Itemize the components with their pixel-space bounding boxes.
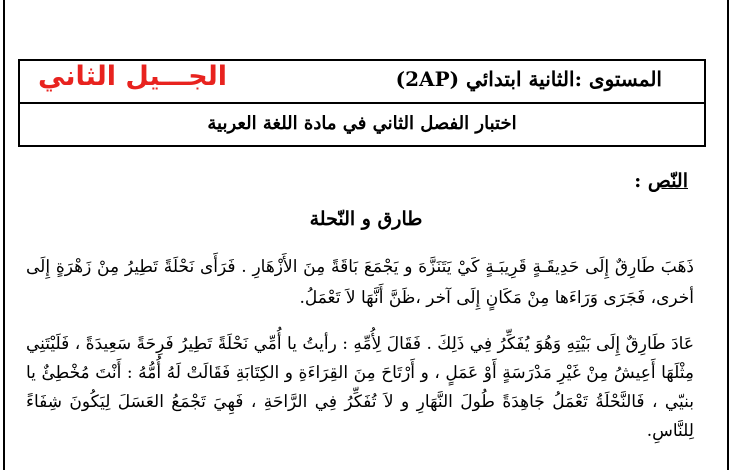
story-paragraph-2: عَادَ طَارِقٌ إِلَى بَيْتِهِ وَهُوَ يُفَكِّرُ فِي ذَلِكَ . فَقَالَ لِأُمِّهِ : رأيتُ يا أُمِّي نَحْلَةً تَطِيرُ فَرِحَةً سَعِيدَةً ، فَلَيْتَنِي مِثْلَهَا أَعِيشُ مِنْ غَيْرِ مَدْرَسَةٍ أَوْ عَمَلٍ ، و أَرْتَاحَ مِنَ القِرَاءَةِ و الكِتَابَةِ فَقَالَتْ لَهُ أُمُّهُ : أَنْتَ مُخْطِئٌ يا بنيّي ، فَالنَّحْلَةُ تَعْمَلُ جَاهِدَةً طُولَ النَّهَارِ و لاَ تُفَكِّرُ فِي الرَّاحَةِ ، فَهِيَ تَجْمَعُ العَسَلَ لِيَكُونَ شِفَاءً لِلنَّاسِ. — [26, 334, 694, 441]
brand-logo-text: الجـــيل الثاني — [38, 61, 228, 92]
header-box — [18, 59, 706, 147]
header-top-row — [20, 61, 704, 104]
section-label — [634, 170, 688, 192]
story-paragraph-1: ذَهَبَ طَارِقٌ إِلَى حَدِيقَـةٍ قَرِيبَـةٍ كَيْ يَتَنَزَّهَ و يَجْمَعَ بَاقَةً مِنَ الأَزْهَارِ . فَرَأَى نَحْلَةً تَطِيرُ مِنْ زَهْرَةٍ إِلَى أخرى، فَجَرَى وَرَاءَها مِنْ مَكَانٍ إِلَى آخر ،ظَنَّ أَنَّهَا لاَ تَعْمَلُ. — [26, 257, 694, 308]
grade-level: المستوى :الثانية ابتدائي (2AP) — [395, 67, 662, 91]
story-title: طارق و النّحلة — [309, 208, 423, 230]
exam-title: اختبار الفصل الثاني في مادة اللغة العربية — [207, 113, 517, 134]
section-label-colon: : — [634, 170, 648, 192]
section-label-text: النّص — [647, 170, 688, 192]
